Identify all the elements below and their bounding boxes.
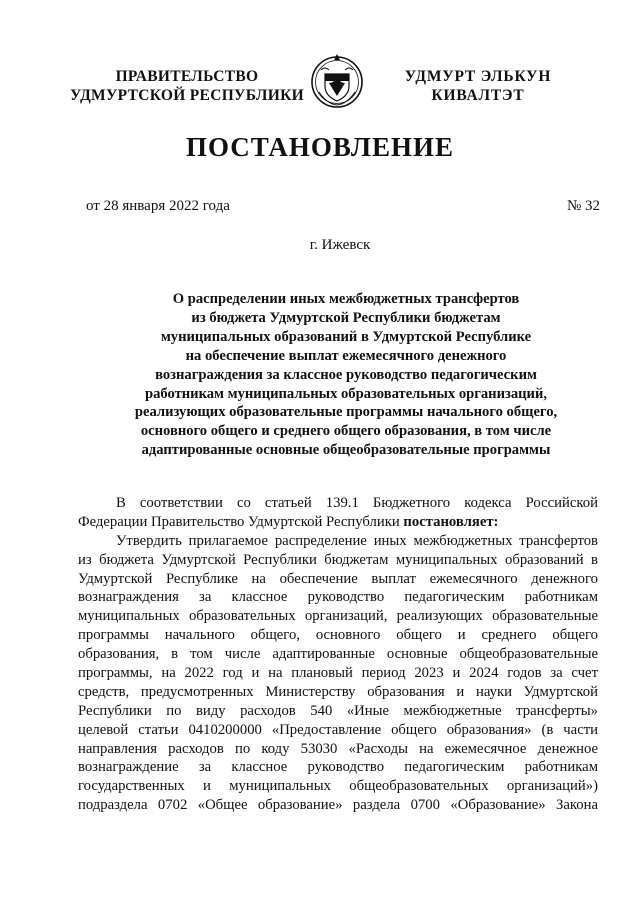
title-line: реализующих образовательные программы начального общего, [134, 404, 558, 421]
body-line: Утвердить прилагаемое распределение иных межбюджетных трансфертов [116, 532, 598, 549]
document-number: № 32 [566, 198, 600, 214]
body-line: из бюджета Удмуртской Республики бюджетам муниципальных образований в [78, 551, 598, 568]
document-body [78, 494, 598, 815]
body-line: программы начального общего, основного общего и среднего общего [78, 627, 598, 644]
title-line: основного общего и среднего общего образования, в том числе [140, 423, 552, 440]
body-line: целевой статьи 0410200000 «Предоставление общего образования» (в части [78, 721, 598, 738]
udmurt-coat-of-arms-icon [311, 52, 363, 110]
body-line: образования, в том числе адаптированные основные общеобразовательные [78, 646, 598, 663]
issuer-name-udmurt [398, 67, 558, 105]
document-date: от 28 января 2022 года [86, 198, 230, 214]
document-city: г. Ижевск [309, 237, 371, 253]
body-line: муниципальных образовательных организаций, реализующих образовательные [78, 608, 598, 625]
body-text-run: Федерации Правительство Удмуртской Республики [78, 513, 404, 530]
title-line: работникам муниципальных образовательных организаций, [144, 385, 548, 402]
body-line: государственных и муниципальных общеобразовательных организаций») [78, 778, 598, 795]
body-line: подраздела 0702 «Общее образование» раздела 0700 «Образование» Закона [78, 797, 598, 814]
body-line: средств, предусмотренных Министерству образования и науки Удмуртской [78, 683, 598, 700]
title-line: О распределении иных межбюджетных трансфертов [172, 291, 520, 307]
issuer-name-russian [62, 67, 312, 105]
title-line: из бюджета Удмуртской Республики бюджетам [191, 309, 501, 326]
issuer-name-line: УДМУРТ ЭЛЬКУН [404, 68, 552, 85]
issuer-name-line: ПРАВИТЕЛЬСТВО [115, 68, 259, 85]
issuer-name-line: УДМУРТСКОЙ РЕСПУБЛИКИ [69, 87, 304, 104]
document-type: ПОСТАНОВЛЕНИЕ [185, 132, 455, 162]
body-line: вознаграждения за классное руководство педагогическим работникам [78, 589, 598, 606]
document-title [90, 290, 602, 460]
body-line [78, 513, 598, 532]
body-line: В соответствии со статьей 139.1 Бюджетного кодекса Российской [116, 495, 598, 511]
body-line: программы, на 2022 год и на плановый период 2023 и 2024 годов за счет [78, 665, 598, 682]
title-line: на обеспечение выплат ежемесячного денежного [185, 347, 507, 364]
body-line: направления расходов по коду 53030 «Расходы на ежемесячное денежное [78, 740, 598, 757]
title-line: вознаграждения за классное руководство педагогическим [155, 366, 537, 383]
title-line: муниципальных образований в Удмуртской Республике [160, 328, 532, 345]
resolution-keyword: постановляет: [403, 513, 499, 530]
body-line: Республики по виду расходов 540 «Иные межбюджетные трансферты» [78, 702, 598, 719]
body-line: Удмуртской Республике на обеспечение выплат ежемесячного денежного [78, 570, 598, 587]
title-line: адаптированные основные общеобразовательные программы [141, 442, 551, 459]
body-line: вознаграждение за классное руководство педагогическим работникам [78, 759, 598, 776]
issuer-name-line: КИВАЛТЭТ [431, 87, 525, 104]
